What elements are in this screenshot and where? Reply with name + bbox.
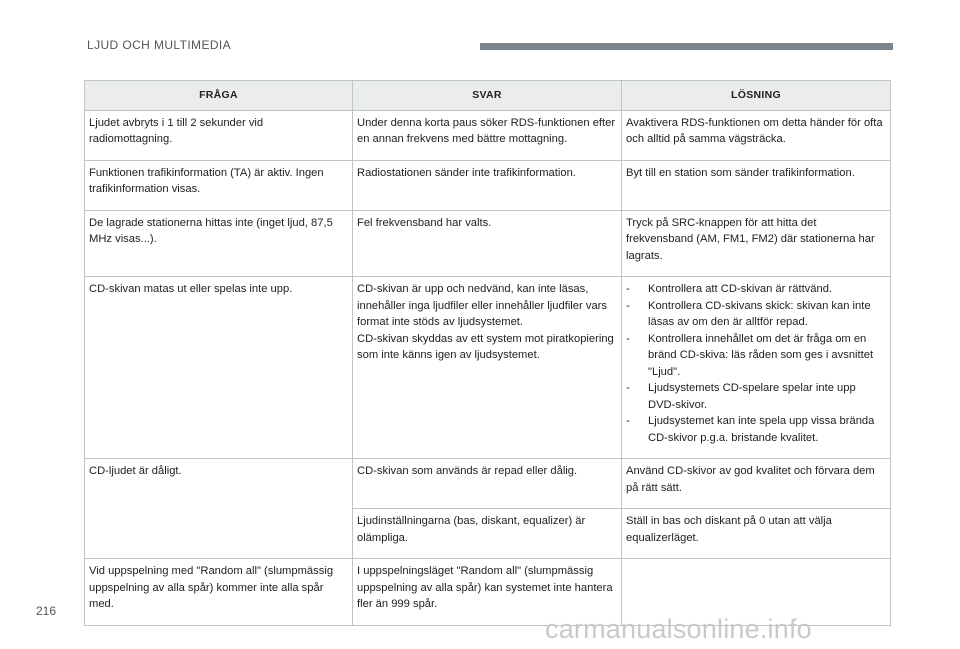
table-row xyxy=(85,210,891,277)
answer-paragraph: CD-skivan är upp och nedvänd, kan inte läsas, innehåller inga ljudfiler eller innehåller ljudfiler vars format inte stöds av ljudsystemet. xyxy=(357,283,607,328)
column-header-answer: SVAR xyxy=(353,81,622,111)
solution-list xyxy=(626,281,886,446)
answer-paragraph: CD-skivan skyddas av ett system mot piratkopiering som inte känns igen av ljudsystemet. xyxy=(357,332,614,361)
answer-cell: Fel frekvensband har valts. xyxy=(353,210,622,277)
solution-cell: Tryck på SRC-knappen för att hitta det frekvensband (AM, FM1, FM2) där stationerna har lagrats. xyxy=(622,210,891,277)
table-row xyxy=(85,459,891,509)
table-row xyxy=(85,110,891,160)
list-item: - Ljudsystemets CD-spelare spelar inte upp DVD-skivor. xyxy=(626,380,886,413)
list-item: - Ljudsystemet kan inte spela upp vissa brända CD-skivor p.g.a. bristande kvalitet. xyxy=(626,413,886,446)
question-cell: Vid uppspelning med "Random all" (slumpmässig uppspelning av alla spår) kommer inte alla spår med. xyxy=(85,559,353,626)
answer-cell xyxy=(353,277,622,459)
question-cell: CD-ljudet är dåligt. xyxy=(85,459,353,559)
answer-cell: I uppspelningsläget "Random all" (slumpmässig uppspelning av alla spår) kan systemet inte hantera fler än 999 spår. xyxy=(353,559,622,626)
header-bar xyxy=(480,43,893,50)
solution-cell xyxy=(622,277,891,459)
troubleshooting-table xyxy=(84,80,891,626)
watermark: carmanualsonline.info xyxy=(545,614,812,644)
list-item: - Kontrollera att CD-skivan är rättvänd. xyxy=(626,281,886,298)
answer-cell: Radiostationen sänder inte trafikinformation. xyxy=(353,160,622,210)
solution-cell: Avaktivera RDS-funktionen om detta händer för ofta och alltid på samma vägsträcka. xyxy=(622,110,891,160)
solution-cell: Använd CD-skivor av god kvalitet och förvara dem på rätt sätt. xyxy=(622,459,891,509)
question-cell: De lagrade stationerna hittas inte (inget ljud, 87,5 MHz visas...). xyxy=(85,210,353,277)
answer-cell: Ljudinställningarna (bas, diskant, equalizer) är olämpliga. xyxy=(353,509,622,559)
column-header-question: FRÅGA xyxy=(85,81,353,111)
list-item: - Kontrollera CD-skivans skick: skivan kan inte läsas av om den är alltför repad. xyxy=(626,298,886,331)
solution-cell: Ställ in bas och diskant på 0 utan att välja equalizerläget. xyxy=(622,509,891,559)
section-title: LJUD OCH MULTIMEDIA xyxy=(87,38,232,52)
page-number: 216 xyxy=(36,604,57,618)
question-cell: Ljudet avbryts i 1 till 2 sekunder vid radiomottagning. xyxy=(85,110,353,160)
table-row xyxy=(85,277,891,459)
answer-cell: CD-skivan som används är repad eller dålig. xyxy=(353,459,622,509)
column-header-solution: LÖSNING xyxy=(622,81,891,111)
question-cell: CD-skivan matas ut eller spelas inte upp. xyxy=(85,277,353,459)
answer-cell: Under denna korta paus söker RDS-funktionen efter en annan frekvens med bättre mottagning. xyxy=(353,110,622,160)
solution-cell: Byt till en station som sänder trafikinformation. xyxy=(622,160,891,210)
question-cell: Funktionen trafikinformation (TA) är aktiv. Ingen trafikinformation visas. xyxy=(85,160,353,210)
table-row xyxy=(85,160,891,210)
list-item: - Kontrollera innehållet om det är fråga om en bränd CD-skiva: läs råden som ges i avsnittet "Ljud". xyxy=(626,331,886,381)
table-header-row xyxy=(85,81,891,111)
